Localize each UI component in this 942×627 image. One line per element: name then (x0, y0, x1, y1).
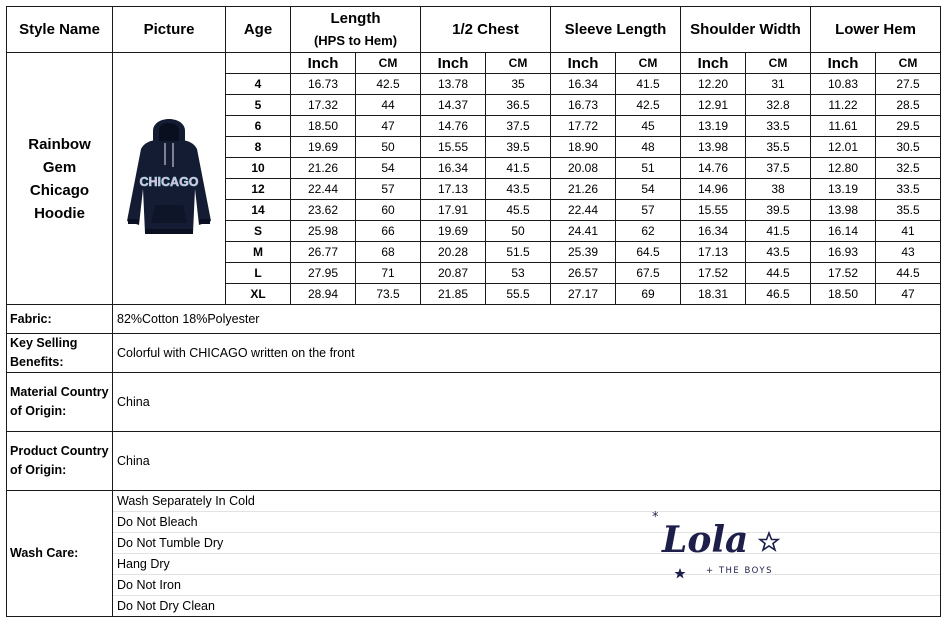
cell-hem-cm: 30.5 (876, 137, 941, 158)
cell-shoulder-inch: 12.20 (681, 74, 746, 95)
cell-shoulder-inch: 13.98 (681, 137, 746, 158)
wash-care-item: Wash Separately In Cold (113, 491, 940, 512)
product-origin-row (7, 432, 941, 491)
wash-care-item: Hang Dry (113, 554, 940, 575)
cell-shoulder-cm: 31 (746, 74, 811, 95)
cell-hem-cm: 44.5 (876, 263, 941, 284)
cell-shoulder-cm: 44.5 (746, 263, 811, 284)
cell-length-cm: 44 (356, 95, 421, 116)
cell-length-cm: 42.5 (356, 74, 421, 95)
cell-age: XL (226, 284, 291, 305)
hoodie-image (119, 109, 219, 249)
cell-shoulder-inch: 15.55 (681, 200, 746, 221)
size-chart-table (6, 6, 941, 617)
cell-shoulder-inch: 17.52 (681, 263, 746, 284)
cell-length-inch: 18.50 (291, 116, 356, 137)
header-lower-hem: Lower Hem (811, 7, 941, 53)
cell-sleeve-inch: 26.57 (551, 263, 616, 284)
unit-cm: CM (876, 53, 941, 74)
header-half-chest: 1/2 Chest (421, 7, 551, 53)
asterisk-icon: * (652, 510, 659, 525)
cell-hem-cm: 43 (876, 242, 941, 263)
cell-length-cm: 68 (356, 242, 421, 263)
unit-cm: CM (746, 53, 811, 74)
cell-chest-cm: 41.5 (486, 158, 551, 179)
cell-shoulder-inch: 14.96 (681, 179, 746, 200)
fabric-label: Fabric: (7, 305, 113, 334)
logo-wordmark: Lola (662, 519, 749, 561)
cell-sleeve-cm: 42.5 (616, 95, 681, 116)
cell-hem-cm: 29.5 (876, 116, 941, 137)
wash-care-item: Do Not Dry Clean (117, 599, 215, 613)
cell-sleeve-inch: 27.17 (551, 284, 616, 305)
cell-sleeve-inch: 21.26 (551, 179, 616, 200)
material-origin-row (7, 373, 941, 432)
cell-shoulder-cm: 35.5 (746, 137, 811, 158)
cell-length-inch: 17.32 (291, 95, 356, 116)
cell-hem-inch: 16.14 (811, 221, 876, 242)
cell-sleeve-inch: 17.72 (551, 116, 616, 137)
cell-sleeve-inch: 18.90 (551, 137, 616, 158)
cell-hem-inch: 11.22 (811, 95, 876, 116)
header-sleeve-length: Sleeve Length (551, 7, 681, 53)
cell-hem-inch: 13.19 (811, 179, 876, 200)
cell-sleeve-inch: 22.44 (551, 200, 616, 221)
cell-chest-inch: 13.78 (421, 74, 486, 95)
unit-inch: Inch (421, 53, 486, 74)
cell-length-cm: 71 (356, 263, 421, 284)
cell-chest-cm: 37.5 (486, 116, 551, 137)
cell-shoulder-cm: 32.8 (746, 95, 811, 116)
cell-chest-cm: 43.5 (486, 179, 551, 200)
cell-hem-inch: 13.98 (811, 200, 876, 221)
cell-chest-inch: 20.28 (421, 242, 486, 263)
cell-length-inch: 19.69 (291, 137, 356, 158)
unit-age-blank (226, 53, 291, 74)
header-length-title: Length (330, 9, 381, 27)
cell-shoulder-cm: 46.5 (746, 284, 811, 305)
cell-age: 8 (226, 137, 291, 158)
unit-inch: Inch (291, 53, 356, 74)
cell-sleeve-cm: 41.5 (616, 74, 681, 95)
cell-chest-inch: 15.55 (421, 137, 486, 158)
cell-shoulder-inch: 14.76 (681, 158, 746, 179)
cell-length-inch: 22.44 (291, 179, 356, 200)
cell-age: S (226, 221, 291, 242)
hoodie-print-text: CHICAGO (139, 174, 199, 189)
cell-hem-cm: 35.5 (876, 200, 941, 221)
cell-sleeve-cm: 67.5 (616, 263, 681, 284)
cell-sleeve-inch: 16.34 (551, 74, 616, 95)
wash-care-label: Wash Care: (7, 491, 113, 617)
cell-chest-cm: 55.5 (486, 284, 551, 305)
cell-shoulder-cm: 37.5 (746, 158, 811, 179)
cell-length-cm: 60 (356, 200, 421, 221)
cell-hem-inch: 10.83 (811, 74, 876, 95)
cell-length-cm: 73.5 (356, 284, 421, 305)
fabric-row (7, 305, 941, 334)
cell-length-inch: 27.95 (291, 263, 356, 284)
material-origin-value: China (113, 373, 941, 432)
header-length-subtitle: (HPS to Hem) (313, 32, 398, 48)
unit-inch: Inch (551, 53, 616, 74)
cell-chest-inch: 16.34 (421, 158, 486, 179)
cell-shoulder-inch: 18.31 (681, 284, 746, 305)
unit-cm: CM (486, 53, 551, 74)
cell-age: 14 (226, 200, 291, 221)
cell-chest-inch: 19.69 (421, 221, 486, 242)
cell-sleeve-inch: 20.08 (551, 158, 616, 179)
cell-chest-cm: 35 (486, 74, 551, 95)
cell-age: 4 (226, 74, 291, 95)
cell-length-cm: 50 (356, 137, 421, 158)
header-picture: Picture (113, 7, 226, 53)
cell-hem-inch: 12.80 (811, 158, 876, 179)
style-name-cell: Rainbow Gem Chicago Hoodie (7, 53, 113, 305)
cell-chest-cm: 39.5 (486, 137, 551, 158)
lola-logo (650, 508, 785, 583)
cell-chest-cm: 45.5 (486, 200, 551, 221)
header-length (291, 7, 421, 53)
logo-tagline: + THE BOYS (706, 566, 773, 576)
unit-inch: Inch (681, 53, 746, 74)
cell-shoulder-cm: 39.5 (746, 200, 811, 221)
cell-sleeve-cm: 48 (616, 137, 681, 158)
cell-hem-inch: 17.52 (811, 263, 876, 284)
product-origin-label: Product Country of Origin: (7, 432, 113, 491)
fabric-value: 82%Cotton 18%Polyester (113, 305, 941, 334)
header-row (7, 7, 941, 53)
cell-age: 5 (226, 95, 291, 116)
cell-length-inch: 25.98 (291, 221, 356, 242)
cell-length-cm: 57 (356, 179, 421, 200)
cell-hem-cm: 28.5 (876, 95, 941, 116)
cell-age: 6 (226, 116, 291, 137)
cell-length-cm: 54 (356, 158, 421, 179)
wash-care-list (113, 491, 941, 617)
cell-length-inch: 23.62 (291, 200, 356, 221)
cell-chest-cm: 50 (486, 221, 551, 242)
unit-cm: CM (356, 53, 421, 74)
unit-row (7, 53, 941, 74)
wash-care-row (7, 491, 941, 617)
cell-hem-cm: 41 (876, 221, 941, 242)
cell-age: 12 (226, 179, 291, 200)
cell-shoulder-cm: 41.5 (746, 221, 811, 242)
cell-shoulder-inch: 12.91 (681, 95, 746, 116)
cell-hem-inch: 11.61 (811, 116, 876, 137)
cell-hem-inch: 16.93 (811, 242, 876, 263)
cell-shoulder-inch: 16.34 (681, 221, 746, 242)
cell-chest-inch: 20.87 (421, 263, 486, 284)
cell-age: 10 (226, 158, 291, 179)
cell-chest-cm: 53 (486, 263, 551, 284)
header-age: Age (226, 7, 291, 53)
cell-sleeve-cm: 57 (616, 200, 681, 221)
picture-cell (113, 53, 226, 305)
cell-sleeve-cm: 62 (616, 221, 681, 242)
cell-shoulder-inch: 17.13 (681, 242, 746, 263)
cell-sleeve-cm: 64.5 (616, 242, 681, 263)
material-origin-label: Material Country of Origin: (7, 373, 113, 432)
cell-sleeve-inch: 16.73 (551, 95, 616, 116)
cell-shoulder-inch: 13.19 (681, 116, 746, 137)
cell-shoulder-cm: 38 (746, 179, 811, 200)
cell-hem-cm: 32.5 (876, 158, 941, 179)
star-filled-icon (675, 568, 686, 579)
key-selling-benefits-value: Colorful with CHICAGO written on the front (113, 334, 941, 373)
cell-chest-inch: 14.37 (421, 95, 486, 116)
cell-chest-inch: 17.91 (421, 200, 486, 221)
cell-length-cm: 47 (356, 116, 421, 137)
cell-chest-cm: 36.5 (486, 95, 551, 116)
cell-sleeve-cm: 45 (616, 116, 681, 137)
cell-shoulder-cm: 43.5 (746, 242, 811, 263)
header-shoulder-width: Shoulder Width (681, 7, 811, 53)
cell-chest-inch: 17.13 (421, 179, 486, 200)
star-outline-icon (760, 533, 778, 550)
cell-hem-cm: 33.5 (876, 179, 941, 200)
cell-sleeve-cm: 69 (616, 284, 681, 305)
cell-shoulder-cm: 33.5 (746, 116, 811, 137)
cell-sleeve-inch: 24.41 (551, 221, 616, 242)
unit-cm: CM (616, 53, 681, 74)
wash-care-item: Do Not Bleach (113, 512, 940, 533)
cell-length-inch: 26.77 (291, 242, 356, 263)
cell-sleeve-cm: 54 (616, 179, 681, 200)
wash-care-item: Do Not Iron (113, 575, 940, 596)
key-selling-benefits-row (7, 334, 941, 373)
cell-chest-cm: 51.5 (486, 242, 551, 263)
cell-hem-cm: 27.5 (876, 74, 941, 95)
cell-sleeve-inch: 25.39 (551, 242, 616, 263)
product-origin-value: China (113, 432, 941, 491)
unit-inch: Inch (811, 53, 876, 74)
header-style-name: Style Name (7, 7, 113, 53)
key-selling-benefits-label: Key Selling Benefits: (7, 334, 113, 373)
cell-age: L (226, 263, 291, 284)
cell-length-cm: 66 (356, 221, 421, 242)
cell-length-inch: 16.73 (291, 74, 356, 95)
cell-age: M (226, 242, 291, 263)
cell-length-inch: 28.94 (291, 284, 356, 305)
cell-length-inch: 21.26 (291, 158, 356, 179)
cell-chest-inch: 14.76 (421, 116, 486, 137)
cell-sleeve-cm: 51 (616, 158, 681, 179)
cell-hem-cm: 47 (876, 284, 941, 305)
cell-hem-inch: 18.50 (811, 284, 876, 305)
wash-care-item: Do Not Tumble Dry (113, 533, 940, 554)
cell-hem-inch: 12.01 (811, 137, 876, 158)
cell-chest-inch: 21.85 (421, 284, 486, 305)
